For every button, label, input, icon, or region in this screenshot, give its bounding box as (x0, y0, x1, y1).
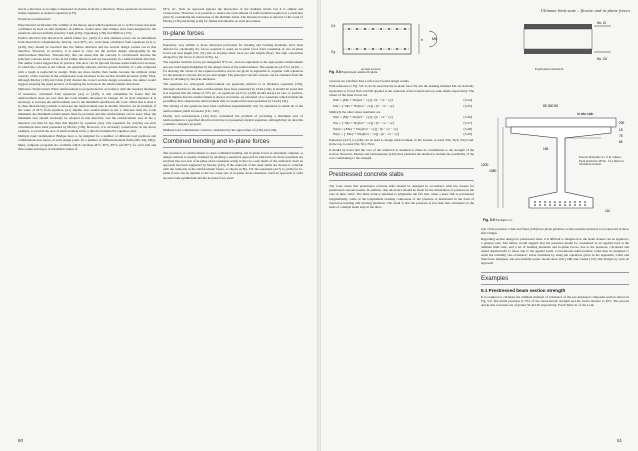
label-actual-section: Actual section (361, 67, 381, 71)
section-heading: Prestressed concrete slabs (329, 168, 474, 181)
paragraph: The equations for orthogonal reinforcement are generally referred to as Nielsen's equations [103], although solutions to the skew reinforcement have been presented by Clark [142]. It should be noted that it is required that the values of N*x etc., in equations (A17) to (A30) should always be zero or positive, which implies that the reinforcement is always in tension. As extended on to equations which include the possibility that compression reinforcement may be required has been presented by Clark [142]. (163, 82, 303, 104)
paragraph: Multiple load combinations could be considered by the approaches of [139] and [140]. (163, 127, 278, 132)
paragraph: With reference to Fig. 5.8, it can be seen that the in-plane force Nx and the bending moment Mx are statically equivalent to forces Nxb and Nxt applied at the centroids of the bottom and top outer shells respectively. The values of the latter forces are (329, 84, 474, 97)
equation: Nyt = [−My + Ny(h/2 − cx)] / (h − cx − cy) (5.27) (333, 121, 472, 126)
dim-165: 165 (543, 147, 549, 151)
paragraph: Failure direction The direction in which failure (i.e. yield) of a slab element occurs can be determined from theoretical considerations. Strictly, once M*x, etc., have been calculated from equations (A1) to (A18), they should be resolved into the failure direction and the section design carried out in this direction. However, in practice, it is usual to carry out the section design orthogonally in the reinforcement direction. Theoretically, this can mean that the concrete is overstressed because the principal concrete stress occurs in the failure direction and not necessarily in a reinforcement direction. The author would suggest that, in practice, this error can be ignored because under-reinforced sections, in which the concrete is not critical, are generally adopted, and the greater ductility of a slab compared with a beam is neglected in design. Slabs are more ductile than beams because the ultimate strain capacity of the concrete in the compression zone increases as the section breadth increases [138]. Thus, although Morley [139] and Clark [126] discuss the correct section design procedure, the author would suggest adopting the usual practice of designing the sections in the reinforcement directions. (18, 36, 157, 87)
equation: Nxb = [Mx + Nx(h/2 − cy)] / (h − cx − cy) (5.24) (333, 98, 472, 103)
subheading: Practical considerations (18, 17, 51, 22)
section-heading: Combined bending and in-plane forces (163, 135, 303, 148)
right-column-1 (329, 79, 474, 210)
left-page (0, 0, 317, 451)
paragraph: Similarly the other stress resultants are (329, 109, 381, 114)
label-cx: Cx (331, 24, 336, 28)
section-heading: Examples (481, 272, 629, 285)
run-in-heading: Multiple load combinations (18, 134, 56, 139)
right-column-2 (481, 227, 629, 309)
page-number: 61 (617, 438, 623, 443)
run-in-heading: Experimental verification (18, 22, 52, 27)
paragraph: Experimental verification The validity of the theory, upon which equations A1 to A18 is based, has been confirmed by tests on slab elements; in addition, model skew slab bridges have been designed by the equations and successfully tested by Clark [126], Uppenberg [136] and Hallfors [137]. (18, 22, 157, 35)
paragraph: Morley and Gulvanessian [144] have considered the problem of providing a minimum area of reinforcement in a specified direction but have not presented explicit equations, although they do describe a suitable computer program. (163, 113, 303, 127)
label-insitu-slab: In-situ slab (577, 112, 594, 116)
label-cy: Cy (331, 50, 336, 54)
dim-200: 200 (619, 121, 625, 125)
paragraph: Equations (A17) to (A30) can be used to design reinforcement, in the bottom, to resist Nxb, Nyb, Nxyb and, in the top, to resist Nxt, Nyt, Nxyt. (329, 138, 474, 147)
paragraph: Minimum reinforcement When reinforcement is proportioned in accordance with the required moments of resistance, calculated from equations (A1) to (A18), it will sometimes be found that the reinforcement areas are less than the Code minima discussed in Chapter 10. In such situations it is necessary to increase the reinforcement area to the minimum specified in the Code. When this is done it is often theoretically possible to decrease the reinforcement area in another direction. As an example, if the value of M*x from equation (A1) implies less reinforcement in the x direction than the Code minimum, the minimum reinforcement must be provided and this reinforcement can be used. Thus, the minimum area should obviously be adopted in this direction, and the reinforcement area in the y direction can then be less than that implied by equation (A2). The equations for carrying out such calculations have been presented by Morley [139]. However, it is obviously conservative, in the above example, to provide the area of reinforcement in the y direction implied by equation (A2). (18, 87, 156, 133)
paragraph: It should be noted that the core of the sandwich is assumed to make no contribution to the strength of the section. However, Morley and Gulvanessian [144] have extended the method to include the possibility of the core contributing to the strength. (329, 147, 474, 160)
run-in-heading: Failure direction (18, 36, 41, 41)
dim-15: 15 (619, 128, 623, 132)
dim-110: 110 (605, 209, 611, 213)
equation: Nyb = [My + Ny(h/2 − cy)] / (h − cx − cy) (5.26) (333, 115, 472, 120)
paragraph: Equations, very similar to those discussed previously for bending and twisting moments, have been derived for calculating the forces required to resist an in-plane force triad consisting of two in-plane forces per unit length (Nx, Ny) and an in-plane shear force per unit length (Nxy). The sign convention adopted for the forces is shown in Fig. A1. (163, 42, 303, 60)
sandwich-plate-diagram (329, 16, 629, 66)
page-number: 60 (18, 438, 24, 443)
figure-5-8-caption: Fig. 5.8 Equivalent sandwich plate (329, 70, 378, 74)
paragraph: Regarding section design for prestressed slabs, it is difficult to imagine how the beam clauses can be applied to a general case. The author would suggest that the prestress should be considered as an applied load at the ultimate limit state, and a set of bending moments and in-plane forces, due to the prestress, calculated and added algebraically to those due to the applied loads. Conventional reinforcement could then be designed to resist the resulting 'out-of-balance' stress resultants by using the equations given in the Appendix. Clark and West have designed, and successfully tested, model skew slab [148] and voided [147] slab bridges by such an approach. (481, 236, 629, 266)
paragraph: It is required to calculate the ultimate moment of resistance of the pre-tensioned composite section shown in Fig. 5.9. The initial prestress is 70% of the characteristic strength and the losses amount to 30%. The precast and in-situ concretes are of grades 50 and 40 respectively. Fresh Table 21 of the Code (481, 295, 629, 308)
section-heading: In-plane forces (163, 27, 303, 40)
figure-5-9-caption: Fig. 5.9 Example 5.1 (483, 218, 513, 222)
paragraph: The validity of the equations have been confirmed experimentally only for situations in which all of the reinforcement yields in tension [141, 143]. (163, 104, 303, 113)
paragraph: The required resistive forces are designated N*x etc., and are equivalent to the appropriate reinforcement area per unit length multiplied by the design stress of the reinforcement. The equations (A17) to (A30) — for deriving the values of the required resistive forces are given in Appendix A, together with equations for the principal concrete forces per unit length. The principal concrete stresses can be obtained from the latter by dividing by the plate thickness. (163, 60, 303, 82)
label-precast-beams: Precast M-beams at 1.5 m centres. Each beam has 28 No. 15.2 mm low relaxation strands (579, 155, 624, 167)
label-equivalent-sandwich: Equivalent sandwich (535, 67, 564, 71)
paragraph: Multiple load combinations Bridges have to be designed for a number of different load positions and combinations and, hence, at each design point, for a number of different moment fields (Mx, My, Mxy). Many computer programs are available which calculate M*x, M*y, M'*x and M'*y for each trial and then output envelopes of maximum values of (18, 134, 156, 151)
paragraph: The provision of reinforcement to resist combined bending and in-plane forces is extremely complex. A design solution is usually obtained by adopting a sandwich approach in which the six stress resultants are resolved into two sets of in-plane stress resultants acting in the two outer shells of the sandwich. Such an approach has been suggested by Morley [145]. If the centroids of the outer shells are chosen to coincide with the centroids of the reinforcement layers, as shown in Fig. 5.8, the equations (A17) to (A30) for in-plane forces can be applied to the two outer sets of in-plane stress resultants. Such an approach is valid because both equilibrium and the in-plane force yield (163, 150, 303, 180)
figure-5-8 (329, 16, 629, 76)
left-column-2 (163, 7, 303, 181)
label-h: h (421, 38, 423, 42)
dim-1200: 1200 (481, 163, 489, 167)
label-nx-top: Nx, Ct (597, 21, 607, 25)
run-in-heading: Minimum reinforcement (18, 87, 50, 92)
right-page (321, 0, 638, 451)
dim-80: 80 (619, 140, 623, 144)
dim-75: 75 (619, 134, 623, 138)
paragraph: tion of the prestress. Clark and West [146] have given guidance on the resultant prestress to be expected in skew slab bridges. (481, 227, 629, 236)
left-column-1 (18, 7, 156, 152)
figure-5-9 (481, 100, 631, 220)
equation: Nxyb = [Mxy + Nxy(h/2 − cy)] / (h − cx − cy) (5.28) (333, 126, 472, 131)
equation: Nxt = [−Mx + Nx(h/2 − cx)] / (h − cx − cy) (5.25) (333, 104, 472, 109)
dim-top: 80 300 80 (543, 104, 559, 108)
running-head: Ultimate limit state – flexure and in-plane forces (540, 8, 630, 13)
subsection-heading: 5.1 Prestressed beam section strength (481, 287, 566, 293)
paragraph: concrete are satisfied; thus a safe lower bound design results. (329, 79, 410, 83)
equation: Nxyt = [−Mxy + Nxy(h/2 − cx)] / (h − cx − cy) (5.29) (333, 132, 472, 137)
paragraph: M*x, etc. Such an approach ignores the interaction of the multiple triads; but it is simple and conservative. However, it is possible to reduce the total amount of reinforcement required at a particular point by considering the interaction of the multiple triads. The interested reader is referred to the work of Morley [139] and Kemp [140] for further information on such procedures. (163, 7, 303, 24)
dim-1080: 1080 (489, 169, 497, 173)
paragraph: The Code states that prestressed concrete slabs should be designed in accordance with the clauses for prestressed concrete beams. In addition, 'due allowance should be made for the distribution of prestress in the case of skew slabs'. The latter point is intended to emphasize the fact that, when a skew slab is prestressed longitudinally, some of the longitudinal bending component of the prestress is distributed in the form of transverse bending and twisting moments. The result is that the prestress is less than that calculated on the basis of a simple beam strip in the direc- (329, 184, 474, 209)
paragraph: and in a direction at an angle α measured clockwise from the x direction. These equations are known to bridge engineers as Armer's equations [135]. (18, 7, 156, 16)
label-nx-bottom: Nx, Cb (597, 57, 608, 61)
label-mx: Mx (432, 37, 437, 41)
